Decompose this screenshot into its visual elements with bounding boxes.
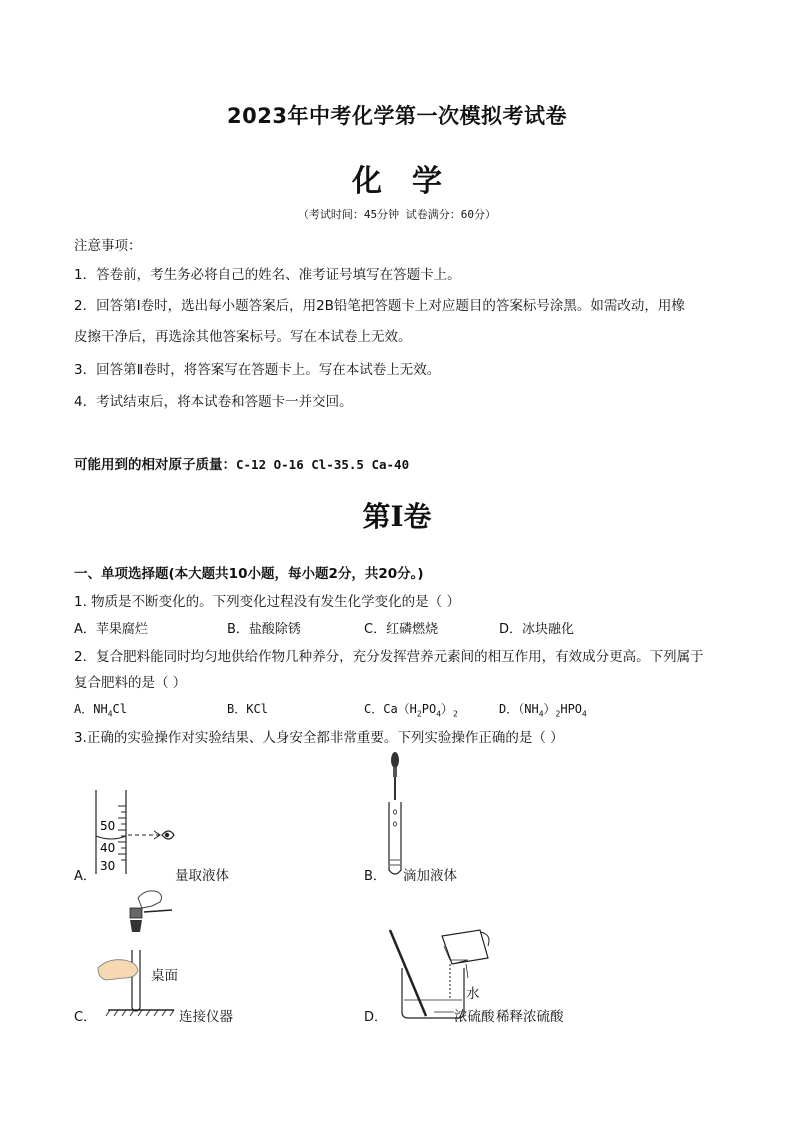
q3-option-d-acid-label: 浓硫酸 [454,1009,495,1025]
question-1-stem: 1. 物质是不断变化的。下列变化过程没有发生化学变化的是（ ） [74,594,460,610]
note-item: 4．考试结束后，将本试卷和答题卡一并交回。 [74,394,353,410]
q2-option-c: C．$Ca(H_2PO_4)_2$ [364,702,458,719]
q3-option-c-desk-label: 桌面 [151,968,178,984]
atomic-masses-values: C-12 O-16 Cl-35.5 Ca-40 [236,457,410,472]
q2-option-d: D．$(NH_4)_2HPO_4$ [499,702,587,719]
q1-option-a: A．苹果腐烂 [74,622,148,637]
q1-option-d: D．冰块融化 [499,622,575,637]
connecting-apparatus-figure [94,886,184,1020]
atomic-masses-label: 可能用到的相对原子质量： [74,457,236,473]
subject-title: 化学 [352,164,472,199]
exam-title: 2023年中考化学第一次模拟考试卷 [227,104,567,128]
question-2-stem-cont: 复合肥料的是（ ） [74,675,187,691]
section-heading: 一、单项选择题(本大题共10小题，每小题2分，共20分。) [74,566,424,582]
eye-icon [162,831,174,839]
note-item: 2．回答第Ⅰ卷时，选出每小题答案后，用2B铅笔把答题卡上对应题目的答案标号涂黑。如需改动，用橡 [74,298,685,314]
q3-option-a-caption: 量取液体 [175,868,229,884]
q3-option-c-letter: C． [74,1010,97,1025]
atomic-masses [74,453,409,473]
q3-option-d-water-label: 水 [466,986,480,1002]
q3-option-b-caption: 滴加液体 [403,868,457,884]
tick-label: 30 [100,859,116,873]
note-item: 3．回答第Ⅱ卷时，将答案写在答题卡上。写在本试卷上无效。 [74,362,441,378]
question-3-stem: 3.正确的实验操作对实验结果、人身安全都非常重要。下列实验操作正确的是（ ） [74,730,564,746]
tick-label: 40 [100,841,116,855]
notes-heading: 注意事项： [74,238,142,254]
q1-option-b: B．盐酸除锈 [227,622,301,637]
tick-label: 50 [100,819,116,833]
graduated-cylinder-figure [90,786,190,876]
note-item: 1．答卷前，考生务必将自己的姓名、准考证号填写在答题卡上。 [74,267,461,283]
q2-option-b: B．KCl [227,702,268,716]
q3-option-d-caption: 稀释浓硫酸 [496,1009,564,1025]
dropper-test-tube-figure [380,748,420,882]
note-item: 皮擦干净后，再选涂其他答案标号。写在本试卷上无效。 [74,329,412,345]
q3-option-c-caption: 连接仪器 [179,1009,233,1025]
q3-option-b-letter: B． [364,869,386,884]
q2-option-a: A．$NH_4Cl$ [74,702,127,719]
volume-title: 第Ⅰ卷 [362,500,432,533]
q3-option-d-letter: D． [364,1010,388,1025]
question-2-stem: 2．复合肥料能同时均匀地供给作物几种养分，充分发挥营养元素间的相互作用，有效成分更高。下列属于 [74,649,704,665]
time-info: （考试时间：45分钟 试卷满分：60分） [297,208,497,221]
q3-option-a-letter: A． [74,869,96,884]
q1-option-c: C．红磷燃烧 [364,622,439,637]
